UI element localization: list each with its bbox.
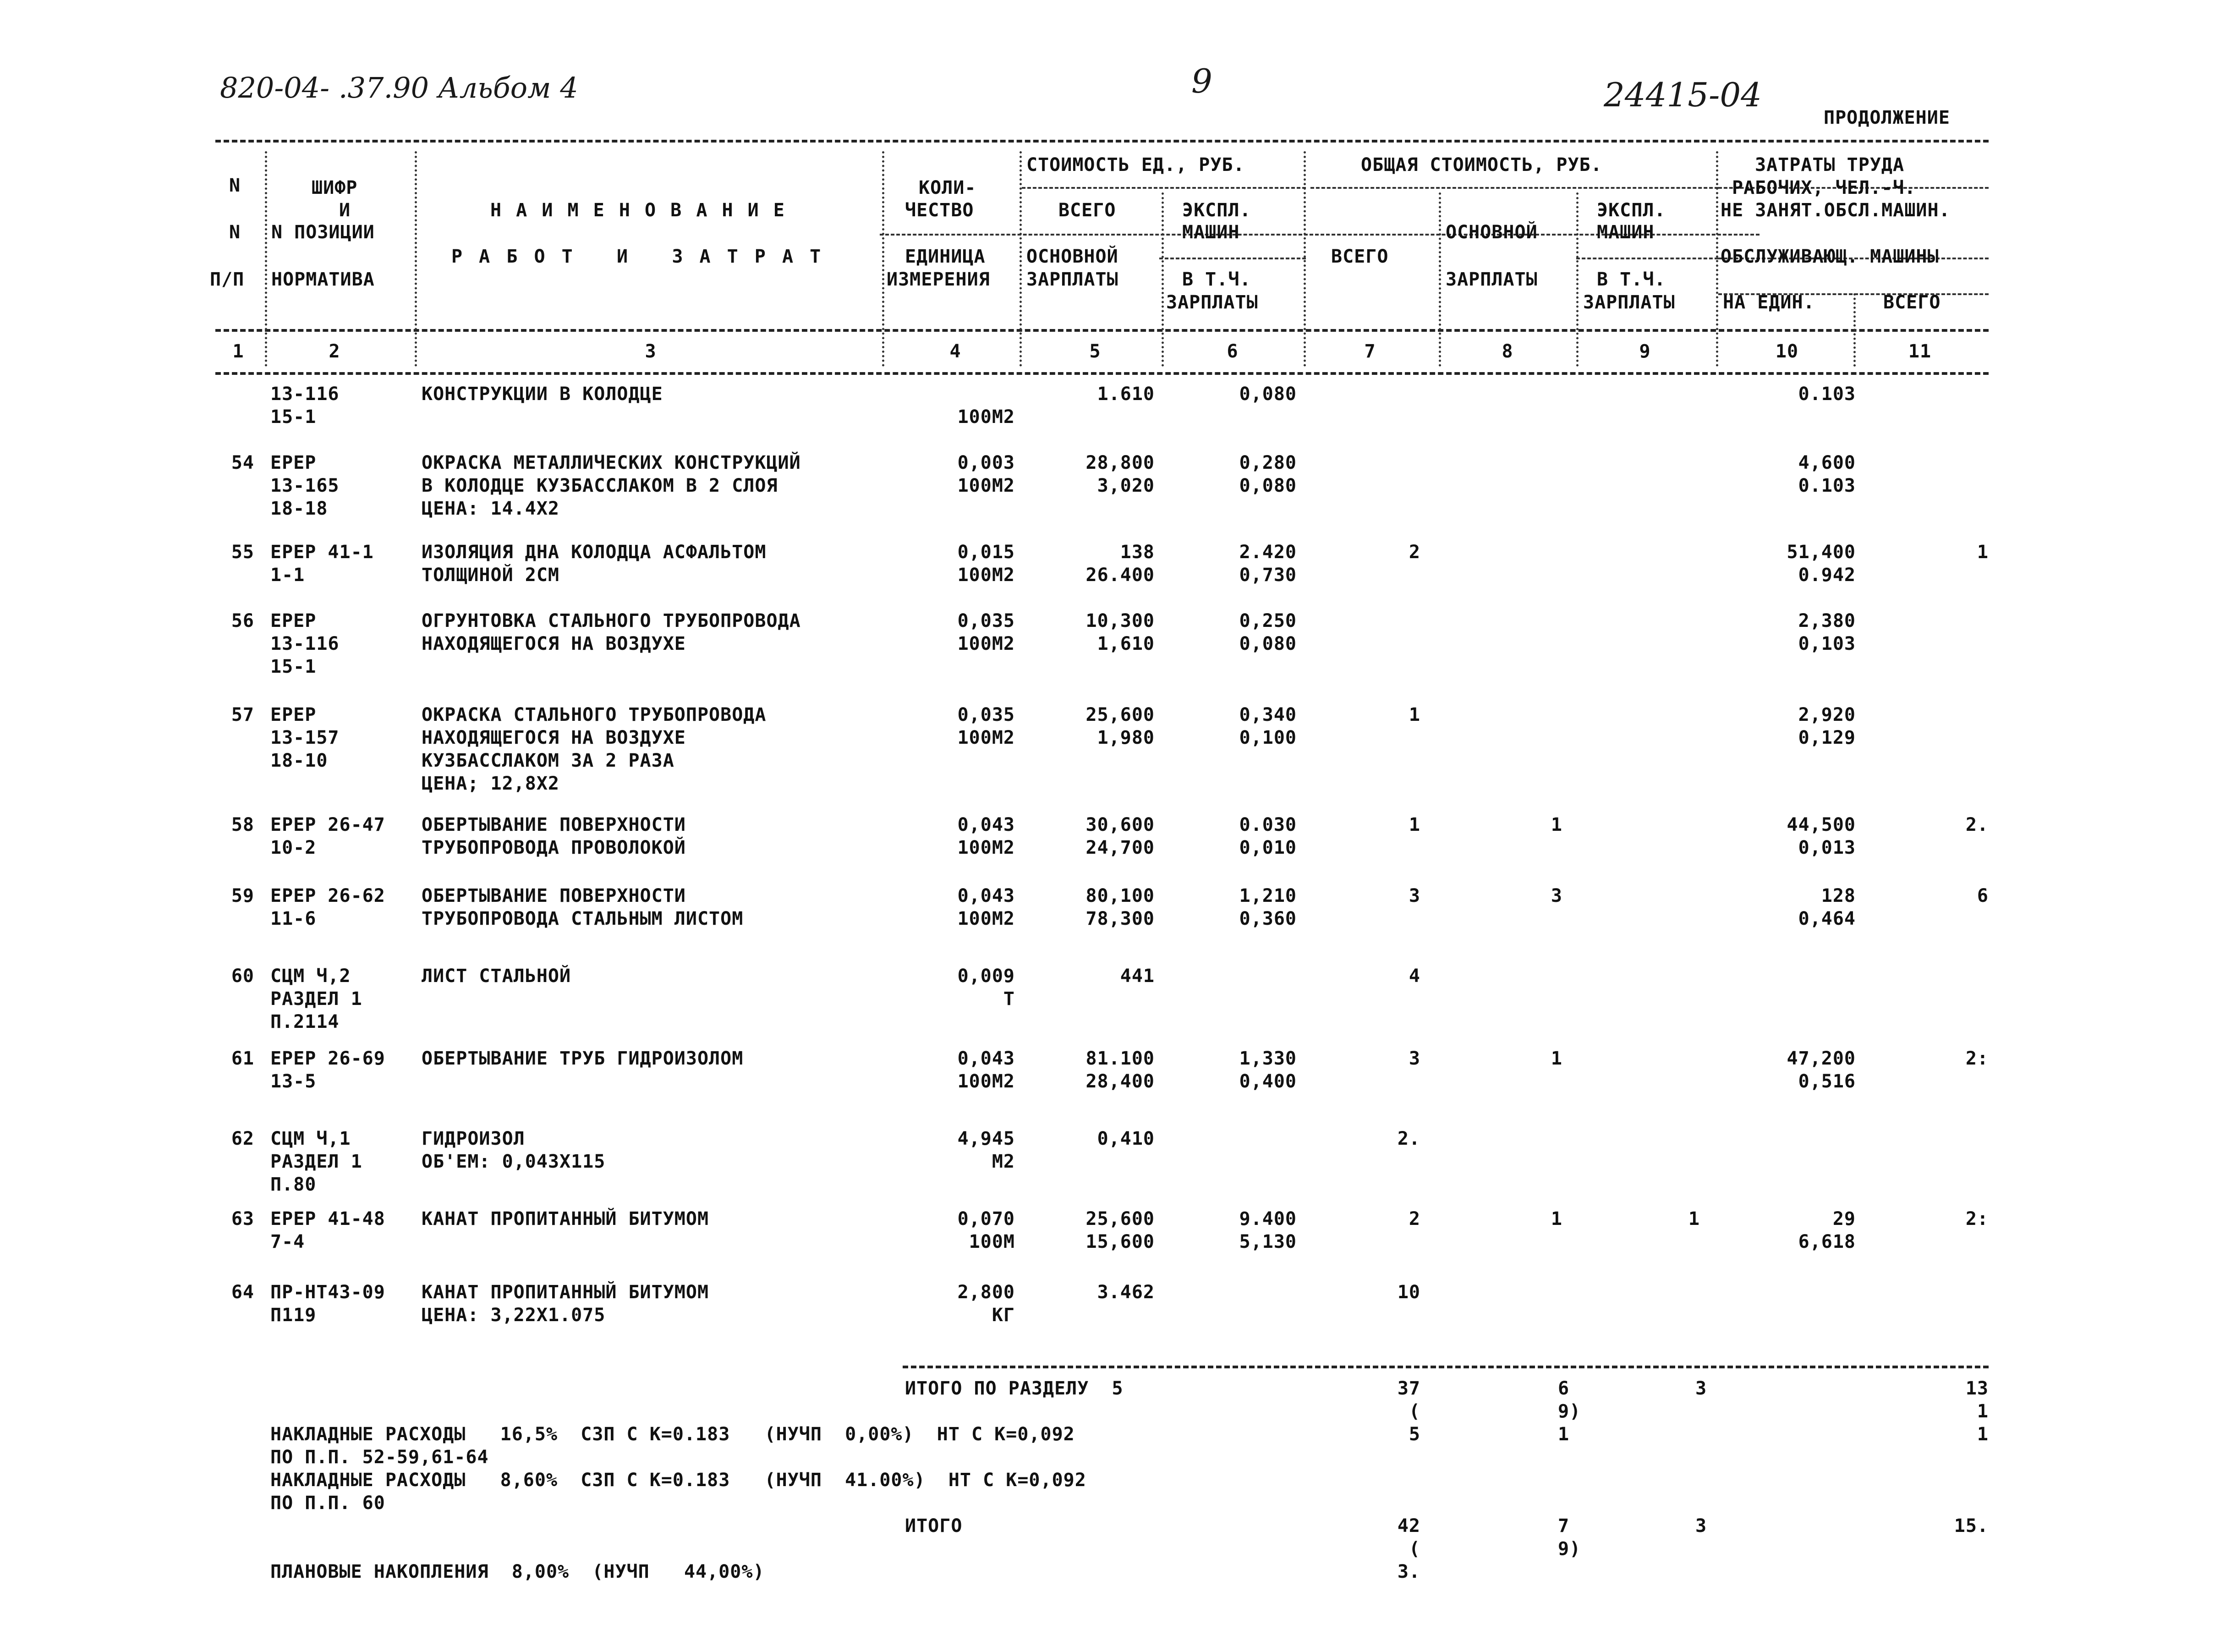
cell-code: ЕРЕР 26-47: [270, 814, 385, 835]
col-sep-1: [265, 151, 267, 367]
cell-qty: 100М2: [957, 1071, 1015, 1092]
cell-tot: 1: [1409, 704, 1420, 725]
hdr-c9-l3: В Т.Ч.: [1597, 269, 1666, 290]
header-mid-rule-f: [1576, 258, 1718, 259]
cell-name: ОБ'ЕМ: 0,043Х115: [422, 1151, 606, 1172]
cell-mach: 0,360: [1239, 908, 1297, 929]
hdr-c9-l1: ЭКСПЛ.: [1597, 200, 1666, 221]
hdr-total-cost-group: ОБЩАЯ СТОИМОСТЬ, РУБ.: [1361, 154, 1602, 176]
cell-name: ТРУБОПРОВОДА СТАЛЬНЫМ ЛИСТОМ: [422, 908, 744, 929]
cell-lab: 2,920: [1798, 704, 1856, 725]
hdr-labor-group-l3: НЕ ЗАНЯТ.ОБСЛ.МАШИН.: [1721, 200, 1951, 221]
itogo-razdel-zp-b: 9): [1558, 1401, 1581, 1422]
page-number: 9: [1191, 62, 1212, 100]
hdr-c5-l1: ВСЕГО: [1058, 200, 1116, 221]
cell-code: 15-1: [270, 656, 317, 677]
footer-rule: [903, 1366, 1989, 1368]
hdr-c6-l2: МАШИН: [1182, 222, 1240, 243]
cell-name: В КОЛОДЦЕ КУЗБАССЛАКОМ В 2 СЛОЯ: [422, 475, 778, 496]
cell-code: ЕРЕР: [270, 452, 317, 473]
cell-mach: 0,280: [1239, 452, 1297, 473]
cell-unit: 28,400: [1085, 1071, 1155, 1092]
col-sep-9: [1716, 151, 1718, 367]
cell-qty: 0,035: [957, 704, 1015, 725]
cell-qty: 100М: [969, 1231, 1015, 1252]
itogo-zp-b: 9): [1558, 1538, 1581, 1559]
cell-mach: 0,100: [1239, 727, 1297, 748]
cell-code: ЕРЕР: [270, 610, 317, 631]
cell-qty: М2: [992, 1151, 1015, 1172]
hdr-c7: ВСЕГО: [1331, 246, 1389, 267]
hdr-c2-l2: И: [339, 200, 351, 221]
col-sep-5: [1162, 192, 1164, 367]
col-number-3: 3: [645, 341, 657, 362]
cell-unit: 3.462: [1097, 1282, 1155, 1303]
cell-name: КАНАТ ПРОПИТАННЫЙ БИТУМОМ: [422, 1282, 709, 1303]
header-top-rule: [215, 140, 1989, 143]
hdr-c8-l2: ЗАРПЛАТЫ: [1446, 269, 1538, 290]
cell-code: 13-116: [270, 384, 340, 405]
cell-code: П.2114: [270, 1011, 340, 1032]
cell-code: СЦМ Ч,1: [270, 1128, 351, 1149]
cell-mach: 0,250: [1239, 610, 1297, 631]
hdr-c1-l3: П/П: [210, 269, 245, 290]
col-number-5: 5: [1089, 341, 1101, 362]
cell-name: ОБЕРТЫВАНИЕ ПОВЕРХНОСТИ: [422, 814, 686, 835]
col-sep-4: [1020, 151, 1022, 367]
cell-qty: КГ: [992, 1305, 1015, 1326]
cell-lab: 51,400: [1787, 542, 1856, 563]
cell-qty: Т: [1003, 988, 1015, 1010]
hdr-c10: НА ЕДИН.: [1723, 292, 1815, 313]
cell-code: 13-5: [270, 1071, 317, 1092]
itogo-total: 42: [1397, 1515, 1420, 1537]
cell-lab: 47,200: [1787, 1048, 1856, 1069]
cell-unit: 26.400: [1085, 565, 1155, 586]
col-sep-10: [1853, 293, 1856, 367]
cell-n: 59: [231, 885, 254, 906]
hdr-c3-l2: Р А Б О Т И З А Т Р А Т: [451, 246, 824, 267]
cell-labt: 2.: [1965, 814, 1989, 835]
cell-code: 1-1: [270, 565, 305, 586]
hdr-c2-l1: ШИФР: [312, 177, 358, 198]
itogo-razdel-labor-b: 1: [1977, 1401, 1989, 1422]
hdr-c6-l3: В Т.Ч.: [1182, 269, 1251, 290]
itogo-label: ИТОГО: [905, 1515, 963, 1537]
cell-unit: 81.100: [1085, 1048, 1155, 1069]
cell-tot: 1: [1409, 814, 1420, 835]
cell-name: НАХОДЯЩЕГОСЯ НА ВОЗДУХЕ: [422, 727, 686, 748]
overhead-2-text: НАКЛАДНЫЕ РАСХОДЫ 8,60% СЗП С К=0.183 (НУЧП 41.00%) НТ С К=0,092: [270, 1470, 1086, 1491]
hdr-c2-l3: N ПОЗИЦИИ: [271, 222, 375, 243]
col-number-7: 7: [1364, 341, 1376, 362]
cell-labt: 1: [1977, 542, 1989, 563]
cell-unit: 25,600: [1085, 1208, 1155, 1229]
cell-lab: 0,129: [1798, 727, 1856, 748]
cell-lab: 128: [1821, 885, 1856, 906]
cell-unit: 3,020: [1097, 475, 1155, 496]
cell-name: ОБЕРТЫВАНИЕ ТРУБ ГИДРОИЗОЛОМ: [422, 1048, 744, 1069]
hdr-c4-l3: ЕДИНИЦА: [905, 246, 986, 267]
cell-lab: 2,380: [1798, 610, 1856, 631]
overhead-1-scope: ПО П.П. 52-59,61-64: [270, 1447, 489, 1468]
cell-qty: 100М2: [957, 727, 1015, 748]
col-number-11: 11: [1908, 341, 1932, 362]
hdr-c5-l3: ЗАРПЛАТЫ: [1026, 269, 1118, 290]
planned-savings-total: 3.: [1397, 1561, 1420, 1582]
cell-mach: 0,730: [1239, 565, 1297, 586]
cell-n: 56: [231, 610, 254, 631]
cell-mach: 9.400: [1239, 1208, 1297, 1229]
hdr-c5-l2: ОСНОВНОЙ: [1026, 246, 1118, 267]
cell-name: ЦЕНА: 3,22Х1.075: [422, 1305, 606, 1326]
hdr-c1-l1: N: [229, 175, 241, 196]
cell-mach: 0,010: [1239, 837, 1297, 858]
cell-mach: 1,210: [1239, 885, 1297, 906]
cell-lab: 6,618: [1798, 1231, 1856, 1252]
hdr-c3-l1: Н А И М Е Н О В А Н И Е: [490, 200, 786, 221]
cell-n: 62: [231, 1128, 254, 1149]
col-sep-2: [415, 151, 417, 367]
cell-n: 58: [231, 814, 254, 835]
cell-name: ТРУБОПРОВОДА ПРОВОЛОКОЙ: [422, 837, 686, 858]
cell-name: ТОЛЩИНОЙ 2СМ: [422, 565, 559, 586]
cell-qty: 100М2: [957, 633, 1015, 654]
cell-code: 13-157: [270, 727, 340, 748]
cell-mach: 1,330: [1239, 1048, 1297, 1069]
overhead-1-total: 5: [1409, 1424, 1420, 1445]
cell-mach: 0,340: [1239, 704, 1297, 725]
hdr-c1-l2: N: [229, 222, 241, 243]
itogo-zp: 7: [1558, 1515, 1570, 1537]
header-bottom-rule: [215, 329, 1989, 332]
cell-qty: 0,015: [957, 542, 1015, 563]
cell-code: 18-18: [270, 498, 328, 519]
cell-qty: 4,945: [957, 1128, 1015, 1149]
hdr-c11: ВСЕГО: [1883, 292, 1941, 313]
itogo-razdel-em: 3: [1695, 1378, 1707, 1399]
itogo-razdel-labor: 13: [1965, 1378, 1989, 1399]
cell-name: ЦЕНА: 14.4Х2: [422, 498, 559, 519]
cell-code: П119: [270, 1305, 317, 1326]
hdr-c6-l1: ЭКСПЛ.: [1182, 200, 1251, 221]
cell-mach: 0,400: [1239, 1071, 1297, 1092]
cell-qty: 0,009: [957, 966, 1015, 987]
col-sep-8: [1576, 192, 1579, 367]
overhead-1-labor: 1: [1977, 1424, 1989, 1445]
itogo-razdel-zp: 6: [1558, 1378, 1570, 1399]
cell-mach: 2.420: [1239, 542, 1297, 563]
cell-lab: 4,600: [1798, 452, 1856, 473]
cell-tot: 4: [1409, 966, 1420, 987]
cell-code: 15-1: [270, 406, 317, 428]
cell-name: КАНАТ ПРОПИТАННЫЙ БИТУМОМ: [422, 1208, 709, 1229]
cell-lab: 0.942: [1798, 565, 1856, 586]
cell-unit: 1.610: [1097, 384, 1155, 405]
cell-n: 60: [231, 966, 254, 987]
cell-name: ОКРАСКА СТАЛЬНОГО ТРУБОПРОВОДА: [422, 704, 767, 725]
cell-code: 13-116: [270, 633, 340, 654]
cell-unit: 1,980: [1097, 727, 1155, 748]
cell-name: КУЗБАССЛАКОМ ЗА 2 РАЗА: [422, 750, 674, 771]
cell-code: РАЗДЕЛ 1: [270, 1151, 362, 1172]
cell-qty: 0,043: [957, 1048, 1015, 1069]
cell-unit: 0,410: [1097, 1128, 1155, 1149]
cell-lab: 0.103: [1798, 384, 1856, 405]
cell-code: 11-6: [270, 908, 317, 929]
cell-tot: 10: [1397, 1282, 1420, 1303]
cell-qty: 0,043: [957, 885, 1015, 906]
numbers-bottom-rule: [215, 372, 1989, 375]
cell-unit: 138: [1120, 542, 1155, 563]
header-mid-rule-a: [1022, 187, 1306, 189]
cell-n: 54: [231, 452, 254, 473]
hdr-labor-group-l2: РАБОЧИХ, ЧЕЛ.-Ч.: [1732, 177, 1916, 198]
itogo-total-b: (: [1409, 1538, 1420, 1559]
cell-tot: 3: [1409, 1048, 1420, 1069]
cell-name: ОБЕРТЫВАНИЕ ПОВЕРХНОСТИ: [422, 885, 686, 906]
cell-tot: 2: [1409, 1208, 1420, 1229]
cell-lab: 0.103: [1798, 475, 1856, 496]
cell-lab: 0,013: [1798, 837, 1856, 858]
doc-code: 820-04- .37.90 Альбом 4: [220, 71, 578, 104]
hdr-service-subgroup: ОБСЛУЖИВАЮЩ. МАШИНЫ: [1721, 246, 1939, 267]
itogo-razdel-total: 37: [1397, 1378, 1420, 1399]
cell-n: 64: [231, 1282, 254, 1303]
cell-unit: 30,600: [1085, 814, 1155, 835]
hdr-unit-cost-group: СТОИМОСТЬ ЕД., РУБ.: [1026, 154, 1245, 176]
cell-qty: 0,043: [957, 814, 1015, 835]
cell-name: НАХОДЯЩЕГОСЯ НА ВОЗДУХЕ: [422, 633, 686, 654]
col-number-4: 4: [949, 341, 961, 362]
cell-code: 7-4: [270, 1231, 305, 1252]
cell-unit: 80,100: [1085, 885, 1155, 906]
cell-labt: 6: [1977, 885, 1989, 906]
cell-qty: 2,800: [957, 1282, 1015, 1303]
continuation-label: ПРОДОЛЖЕНИЕ: [1824, 107, 1950, 128]
cell-unit: 1,610: [1097, 633, 1155, 654]
cell-name: ИЗОЛЯЦИЯ ДНА КОЛОДЦА АСФАЛЬТОМ: [422, 542, 767, 563]
cell-tot: 2: [1409, 542, 1420, 563]
stamp-number: 24415-04: [1604, 76, 1762, 114]
cell-code: ЕРЕР 26-69: [270, 1048, 385, 1069]
cell-unit: 28,800: [1085, 452, 1155, 473]
cell-qty: 0,035: [957, 610, 1015, 631]
cell-zp: 1: [1551, 1208, 1562, 1229]
overhead-1-zp: 1: [1558, 1424, 1570, 1445]
cell-qty: 100М2: [957, 406, 1015, 428]
hdr-c6-l4: ЗАРПЛАТЫ: [1166, 292, 1258, 313]
col-sep-6: [1304, 151, 1306, 367]
col-number-10: 10: [1775, 341, 1799, 362]
col-sep-7: [1439, 192, 1441, 367]
overhead-2-scope: ПО П.П. 60: [270, 1493, 385, 1514]
overhead-1-text: НАКЛАДНЫЕ РАСХОДЫ 16,5% СЗП С К=0.183 (НУЧП 0,00%) НТ С К=0,092: [270, 1424, 1075, 1445]
cell-em: 1: [1688, 1208, 1700, 1229]
cell-lab: 0,103: [1798, 633, 1856, 654]
cell-n: 57: [231, 704, 254, 725]
cell-lab: 0,464: [1798, 908, 1856, 929]
cell-name: ЦЕНА; 12,8Х2: [422, 773, 559, 794]
col-number-2: 2: [329, 341, 340, 362]
col-number-6: 6: [1227, 341, 1239, 362]
cell-unit: 15,600: [1085, 1231, 1155, 1252]
cell-code: ЕРЕР 26-62: [270, 885, 385, 906]
cell-code: СЦМ Ч,2: [270, 966, 351, 987]
cell-n: 63: [231, 1208, 254, 1229]
cell-code: ЕРЕР: [270, 704, 317, 725]
cell-n: 55: [231, 542, 254, 563]
hdr-c8-l1: ОСНОВНОЙ: [1446, 222, 1538, 243]
cell-code: РАЗДЕЛ 1: [270, 988, 362, 1010]
col-number-9: 9: [1639, 341, 1651, 362]
itogo-em: 3: [1695, 1515, 1707, 1537]
cell-unit: 10,300: [1085, 610, 1155, 631]
cell-qty: 100М2: [957, 908, 1015, 929]
cell-name: ОКРАСКА МЕТАЛЛИЧЕСКИХ КОНСТРУКЦИЙ: [422, 452, 801, 473]
cell-mach: 0,080: [1239, 475, 1297, 496]
cell-zp: 3: [1551, 885, 1562, 906]
hdr-c4-l1: КОЛИ-: [919, 177, 976, 198]
col-number-8: 8: [1502, 341, 1513, 362]
cell-name: КОНСТРУКЦИИ В КОЛОДЦЕ: [422, 384, 663, 405]
cell-code: П.80: [270, 1174, 317, 1195]
hdr-labor-group-l1: ЗАТРАТЫ ТРУДА: [1755, 154, 1905, 176]
cell-code: ЕРЕР 41-1: [270, 542, 374, 563]
cell-code: 18-10: [270, 750, 328, 771]
cell-tot: 3: [1409, 885, 1420, 906]
cell-lab: 0,516: [1798, 1071, 1856, 1092]
hdr-c4-l2: ЧЕСТВО: [905, 200, 974, 221]
hdr-c4-l4: ИЗМЕРЕНИЯ: [887, 269, 990, 290]
cell-unit: 441: [1120, 966, 1155, 987]
cell-mach: 0,080: [1239, 384, 1297, 405]
cell-labt: 2:: [1965, 1208, 1989, 1229]
cell-mach: 0.030: [1239, 814, 1297, 835]
col-number-1: 1: [232, 341, 244, 362]
hdr-c2-l4: НОРМАТИВА: [271, 269, 375, 290]
cell-code: 13-165: [270, 475, 340, 496]
itogo-razdel-total-b: (: [1409, 1401, 1420, 1422]
cell-code: ЕРЕР 41-48: [270, 1208, 385, 1229]
cell-mach: 5,130: [1239, 1231, 1297, 1252]
itogo-labor: 15.: [1954, 1515, 1989, 1537]
cell-qty: 100М2: [957, 837, 1015, 858]
cell-lab: 29: [1832, 1208, 1856, 1229]
cell-qty: 100М2: [957, 565, 1015, 586]
cell-labt: 2:: [1965, 1048, 1989, 1069]
cell-unit: 25,600: [1085, 704, 1155, 725]
cell-lab: 44,500: [1787, 814, 1856, 835]
cell-mach: 0,080: [1239, 633, 1297, 654]
cell-qty: 100М2: [957, 475, 1015, 496]
cell-unit: 24,700: [1085, 837, 1155, 858]
col-sep-3: [882, 151, 884, 367]
cell-n: 61: [231, 1048, 254, 1069]
cell-name: ЛИСТ СТАЛЬНОЙ: [422, 966, 571, 987]
planned-savings-text: ПЛАНОВЫЕ НАКОПЛЕНИЯ 8,00% (НУЧП 44,00%): [270, 1561, 765, 1582]
header-mid-rule-e: [1159, 258, 1306, 259]
cell-qty: 0,070: [957, 1208, 1015, 1229]
cell-tot: 2.: [1397, 1128, 1420, 1149]
itogo-razdel-label: ИТОГО ПО РАЗДЕЛУ 5: [905, 1378, 1124, 1399]
hdr-c9-l4: ЗАРПЛАТЫ: [1583, 292, 1675, 313]
cell-code: ПР-НТ43-09: [270, 1282, 385, 1303]
hdr-c9-l2: МАШИН: [1597, 222, 1655, 243]
cell-name: ОГРУНТОВКА СТАЛЬНОГО ТРУБОПРОВОДА: [422, 610, 801, 631]
header-mid-rule-b: [1310, 187, 1718, 189]
cell-name: ГИДРОИЗОЛ: [422, 1128, 525, 1149]
cell-zp: 1: [1551, 1048, 1562, 1069]
cell-code: 10-2: [270, 837, 317, 858]
cell-qty: 0,003: [957, 452, 1015, 473]
cell-zp: 1: [1551, 814, 1562, 835]
cell-unit: 78,300: [1085, 908, 1155, 929]
